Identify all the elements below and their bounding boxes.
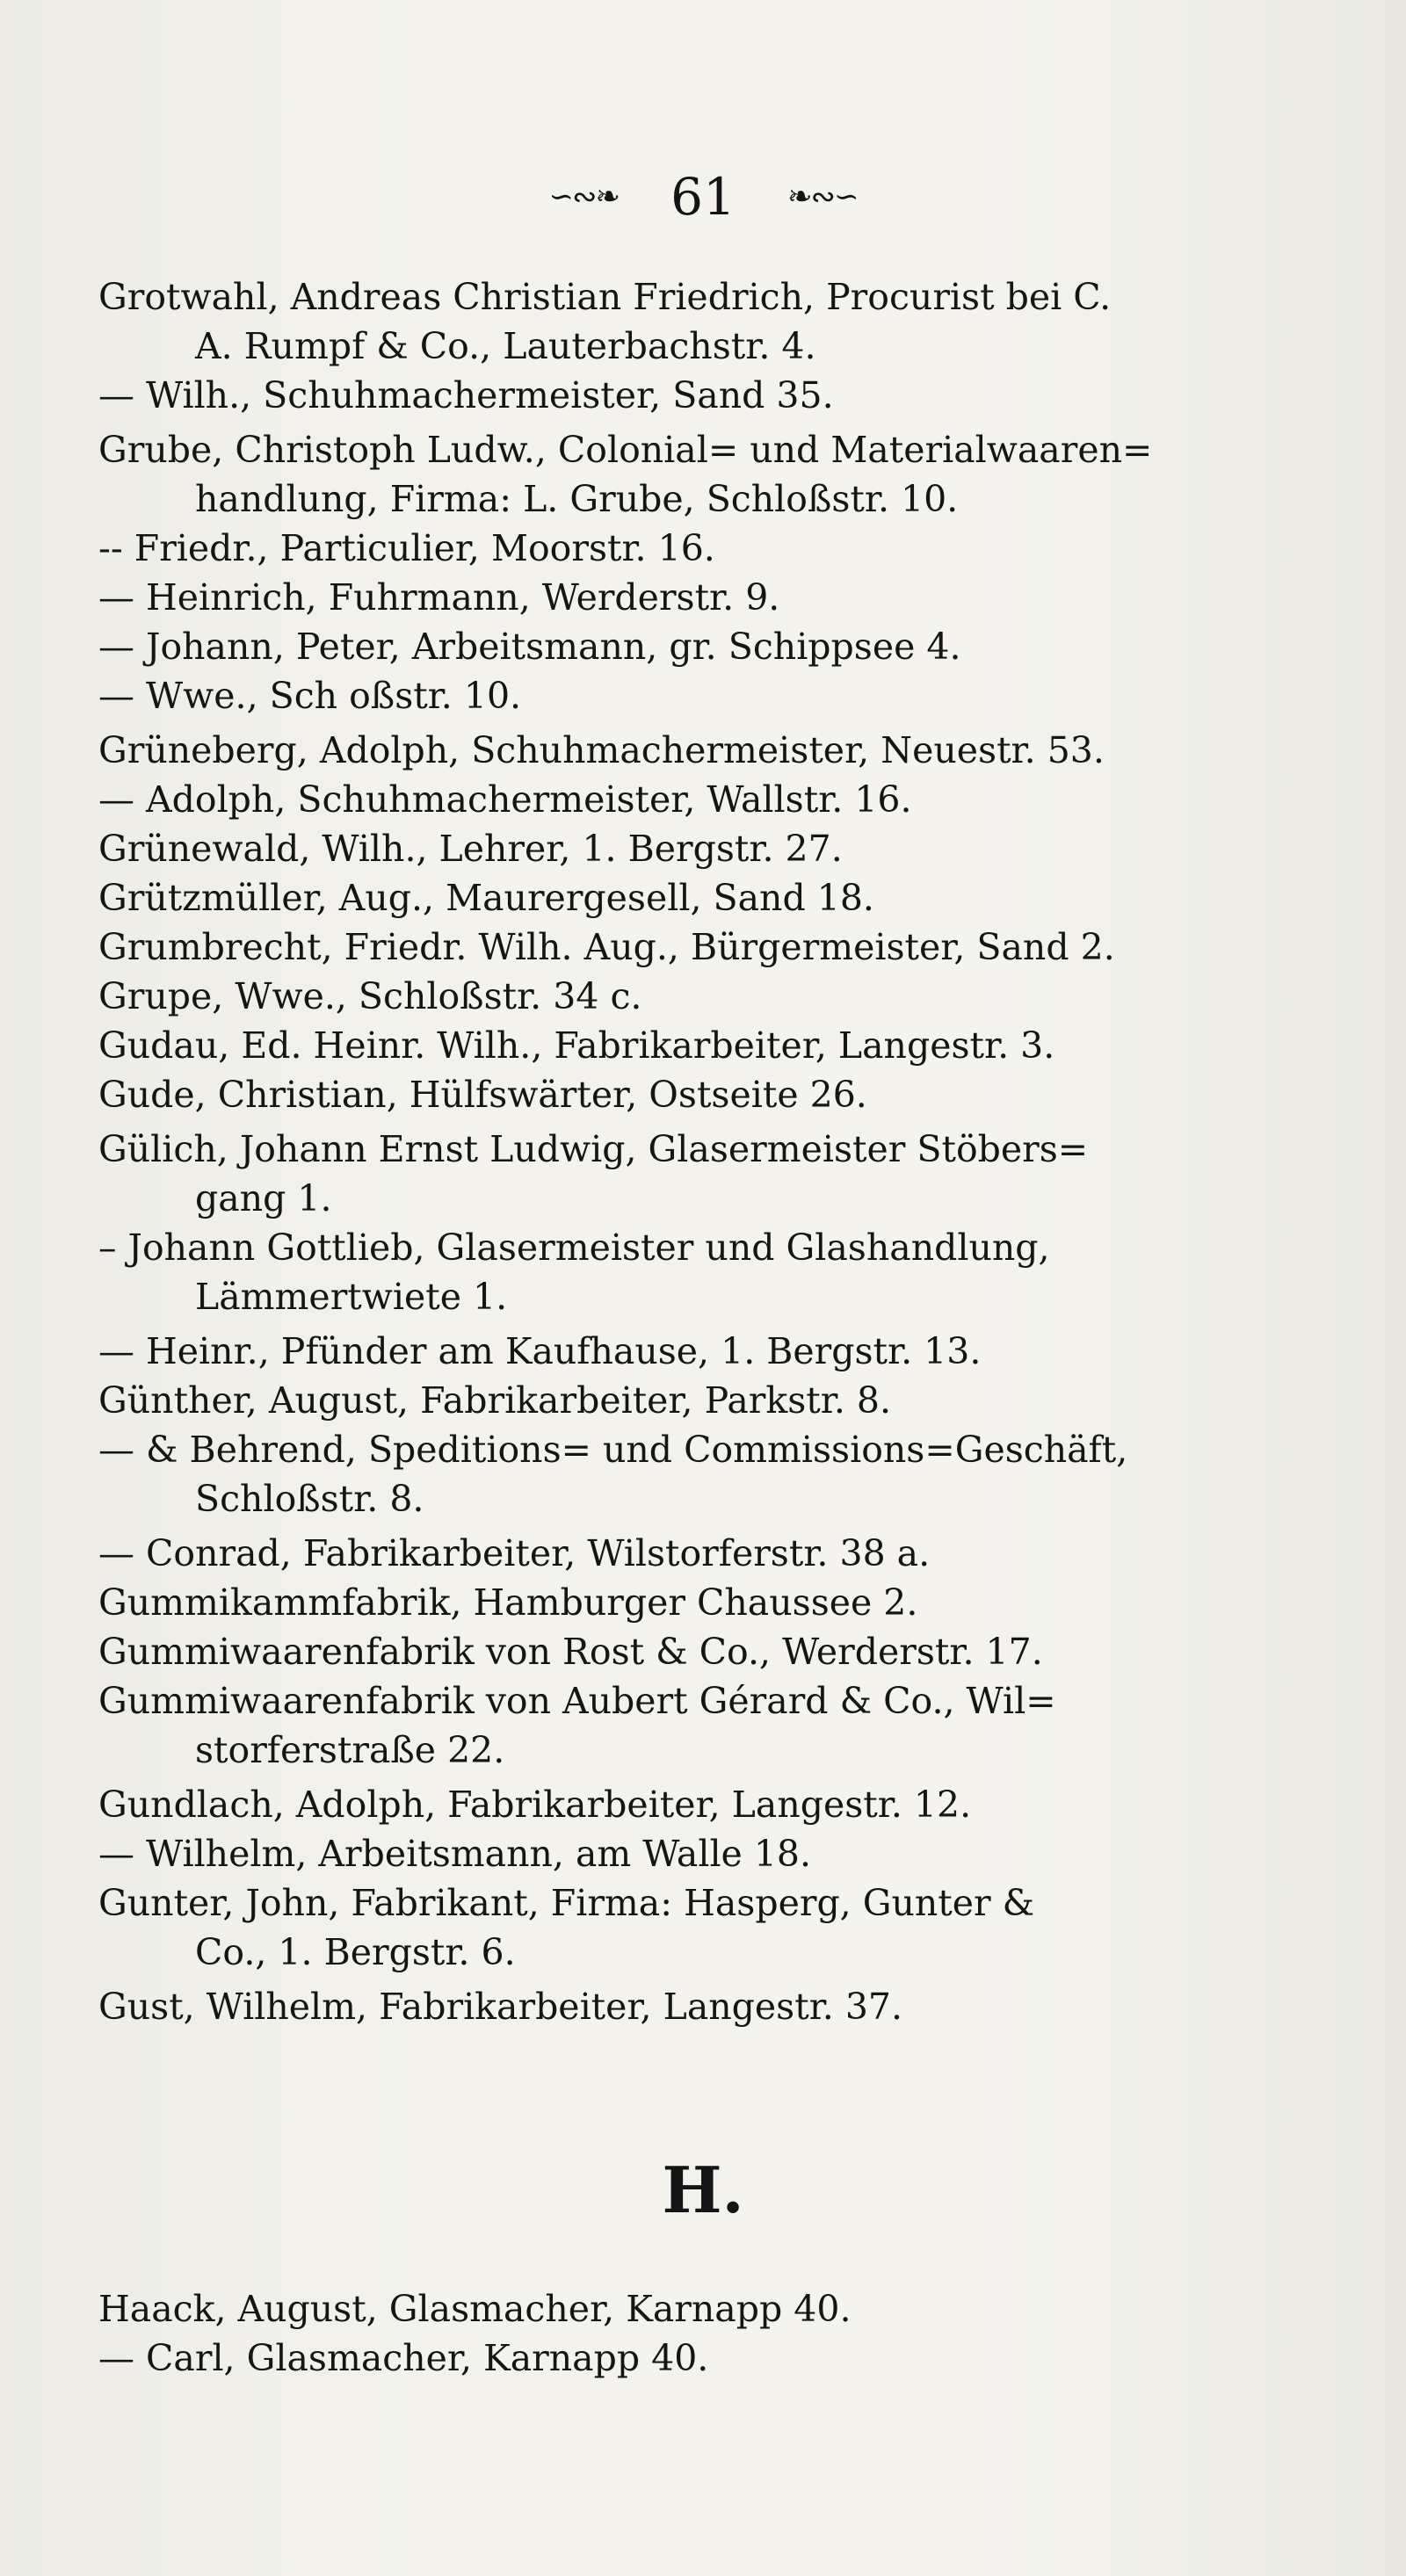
left-ornament-icon: ∽∾❧ bbox=[548, 179, 619, 214]
entry-line: Co., 1. Bergstr. 6. bbox=[195, 1931, 516, 1973]
list-item bbox=[98, 2284, 1241, 2334]
entry-line: Grumbrecht, Friedr. Wilh. Aug., Bürgermeister, Sand 2. bbox=[98, 926, 1115, 968]
list-item bbox=[98, 1529, 1241, 1578]
entry-line: Grüneberg, Adolph, Schuhmachermeister, Neuestr. 53. bbox=[98, 729, 1105, 771]
entry-line: — Adolph, Schuhmachermeister, Wallstr. 16. bbox=[98, 778, 912, 821]
entry-line: Grünewald, Wilh., Lehrer, 1. Bergstr. 27. bbox=[98, 828, 843, 870]
entries-list bbox=[98, 272, 1241, 2031]
entry-line: Gundlach, Adolph, Fabrikarbeiter, Langestr. 12. bbox=[98, 1784, 972, 1826]
entry-line: -- Friedr., Particulier, Moorstr. 16. bbox=[98, 527, 715, 569]
list-item bbox=[98, 524, 1241, 573]
entry-line: Gude, Christian, Hülfswärter, Ostseite 26. bbox=[98, 1074, 867, 1116]
entry-line: Gummiwaarenfabrik von Aubert Gérard & Co., Wil= bbox=[98, 1680, 1056, 1722]
list-item bbox=[98, 923, 1241, 972]
entry-line: — Conrad, Fabrikarbeiter, Wilstorferstr. 38 a. bbox=[98, 1532, 931, 1574]
entry-line: — Heinr., Pfünder am Kaufhause, 1. Bergstr. 13. bbox=[98, 1330, 982, 1372]
list-item bbox=[98, 1021, 1241, 1070]
entry-line: – Johann Gottlieb, Glasermeister und Glashandlung, bbox=[98, 1226, 1050, 1269]
list-item bbox=[98, 1376, 1241, 1425]
list-item bbox=[98, 1829, 1241, 1878]
page-header bbox=[0, 167, 1406, 246]
entry-line: Schloßstr. 8. bbox=[195, 1478, 424, 1520]
list-item bbox=[98, 726, 1241, 775]
list-item bbox=[98, 1125, 1241, 1223]
section-heading: H. bbox=[662, 2153, 744, 2227]
entry-line: handlung, Firma: L. Grube, Schloßstr. 10. bbox=[195, 478, 959, 520]
list-item bbox=[98, 671, 1241, 720]
entry-line: Grube, Christoph Ludw., Colonial= und Materialwaaren= bbox=[98, 429, 1153, 471]
entry-line: Grotwahl, Andreas Christian Friedrich, Procurist bei C. bbox=[98, 276, 1112, 318]
list-item bbox=[98, 1327, 1241, 1376]
list-item bbox=[98, 824, 1241, 873]
list-item bbox=[98, 1425, 1241, 1523]
entry-line: Gudau, Ed. Heinr. Wilh., Fabrikarbeiter, Langestr. 3. bbox=[98, 1024, 1055, 1067]
entry-line: — Wwe., Sch oßstr. 10. bbox=[98, 675, 522, 717]
list-item bbox=[98, 1070, 1241, 1119]
list-item bbox=[98, 1676, 1241, 1775]
list-item bbox=[98, 1223, 1241, 1321]
entry-line: — Wilh., Schuhmachermeister, Sand 35. bbox=[98, 374, 834, 416]
entry-line: — & Behrend, Speditions= und Commissions=Geschäft, bbox=[98, 1429, 1128, 1471]
list-item bbox=[98, 2334, 1241, 2383]
entry-line: Gust, Wilhelm, Fabrikarbeiter, Langestr. 37. bbox=[98, 1986, 903, 2028]
list-item bbox=[98, 371, 1241, 420]
list-item bbox=[98, 873, 1241, 923]
list-item bbox=[98, 622, 1241, 671]
entry-line: Gunter, John, Fabrikant, Firma: Hasperg, Gunter & bbox=[98, 1882, 1035, 1924]
entry-line: Gülich, Johann Ernst Ludwig, Glasermeister Stöbers= bbox=[98, 1128, 1089, 1170]
entry-line: — Carl, Glasmacher, Karnapp 40. bbox=[98, 2337, 709, 2379]
entry-line: Grützmüller, Aug., Maurergesell, Sand 18. bbox=[98, 877, 874, 919]
list-item bbox=[98, 425, 1241, 524]
list-item bbox=[98, 1627, 1241, 1676]
entry-line: Gummiwaarenfabrik von Rost & Co., Werderstr. 17. bbox=[98, 1631, 1043, 1673]
list-item bbox=[98, 573, 1241, 622]
entries-list-h bbox=[98, 2284, 1241, 2383]
list-item bbox=[98, 1878, 1241, 1977]
entry-line: Lämmertwiete 1. bbox=[195, 1276, 508, 1318]
entry-line: Günther, August, Fabrikarbeiter, Parkstr. 8. bbox=[98, 1379, 892, 1422]
list-item bbox=[98, 1578, 1241, 1627]
entry-line: — Heinrich, Fuhrmann, Werderstr. 9. bbox=[98, 576, 780, 619]
entry-line: Gummikammfabrik, Hamburger Chaussee 2. bbox=[98, 1581, 918, 1624]
list-item bbox=[98, 1780, 1241, 1829]
entry-line: A. Rumpf & Co., Lauterbachstr. 4. bbox=[195, 325, 816, 367]
list-item bbox=[98, 1982, 1241, 2031]
entry-line: Grupe, Wwe., Schloßstr. 34 c. bbox=[98, 975, 642, 1017]
page-number: 61 bbox=[670, 167, 736, 227]
entry-line: — Johann, Peter, Arbeitsmann, gr. Schippsee 4. bbox=[98, 626, 961, 668]
entry-line: Haack, August, Glasmacher, Karnapp 40. bbox=[98, 2288, 852, 2330]
entry-line: — Wilhelm, Arbeitsmann, am Walle 18. bbox=[98, 1833, 812, 1875]
entry-line: gang 1. bbox=[195, 1177, 332, 1219]
list-item bbox=[98, 775, 1241, 824]
list-item bbox=[98, 972, 1241, 1021]
list-item bbox=[98, 272, 1241, 371]
right-ornament-icon: ❧∾∽ bbox=[787, 179, 858, 214]
entry-line: storferstraße 22. bbox=[195, 1729, 505, 1771]
